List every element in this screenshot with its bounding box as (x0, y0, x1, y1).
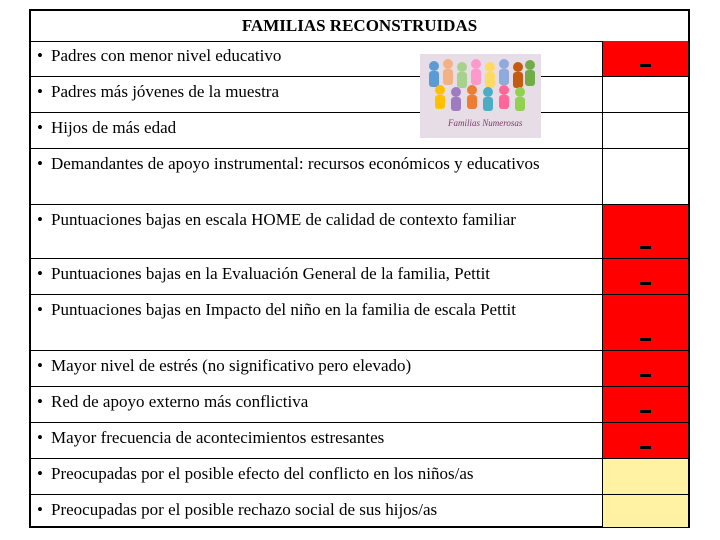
bullet-icon: • (37, 356, 43, 375)
table-row (31, 205, 688, 259)
bullet-icon: • (37, 210, 43, 229)
row-text-cell (31, 259, 603, 294)
status-cell-red (603, 41, 688, 76)
table-row (31, 149, 688, 205)
row-text-cell (31, 205, 603, 258)
row-text-cell (31, 351, 603, 386)
status-cell-white (603, 113, 688, 148)
status-cell-red (603, 205, 688, 258)
familias-numerosas-logo (420, 54, 541, 138)
row-text: Preocupadas por el posible rechazo social de sus hijos/as (51, 500, 438, 519)
dash-mark (640, 64, 651, 67)
row-text-cell (31, 459, 603, 494)
row-text-cell (31, 495, 603, 527)
table-row (31, 41, 688, 77)
table-title: FAMILIAS RECONSTRUIDAS (31, 11, 688, 42)
findings-table (29, 9, 690, 528)
row-text: Mayor nivel de estrés (no significativo pero elevado) (51, 356, 412, 375)
status-cell-red (603, 295, 688, 350)
table-row (31, 351, 688, 387)
table-row (31, 423, 688, 459)
dash-mark (640, 338, 651, 341)
row-text-cell (31, 423, 603, 458)
dash-mark (640, 410, 651, 413)
table-row (31, 77, 688, 113)
table-row (31, 259, 688, 295)
bullet-icon: • (37, 392, 43, 411)
logo-text: Familias Numerosas (448, 118, 523, 128)
bullet-icon: • (37, 82, 43, 101)
row-text: Red de apoyo externo más conflictiva (51, 392, 309, 411)
status-cell-yellow (603, 495, 688, 527)
bullet-icon: • (37, 264, 43, 283)
status-cell-white (603, 77, 688, 112)
status-cell-red (603, 387, 688, 422)
row-text: Puntuaciones bajas en escala HOME de calidad de contexto familiar (51, 210, 516, 229)
bullet-icon: • (37, 118, 43, 137)
row-text: Padres más jóvenes de la muestra (51, 82, 280, 101)
row-text-cell (31, 149, 603, 204)
status-cell-white (603, 149, 688, 204)
table-row (31, 459, 688, 495)
row-text: Puntuaciones bajas en Impacto del niño en la familia de escala Pettit (51, 300, 516, 319)
row-text-cell (31, 387, 603, 422)
paper-people-icon (420, 54, 541, 138)
status-cell-red (603, 423, 688, 458)
bullet-icon: • (37, 300, 43, 319)
row-text: Padres con menor nivel educativo (51, 46, 282, 65)
status-cell-yellow (603, 459, 688, 494)
row-text: Mayor frecuencia de acontecimientos estresantes (51, 428, 385, 447)
bullet-icon: • (37, 46, 43, 65)
bullet-icon: • (37, 428, 43, 447)
bullet-icon: • (37, 464, 43, 483)
dash-mark (640, 374, 651, 377)
table-row (31, 387, 688, 423)
row-text: Preocupadas por el posible efecto del conflicto en los niños/as (51, 464, 474, 483)
status-cell-red (603, 351, 688, 386)
table-row (31, 295, 688, 351)
bullet-icon: • (37, 500, 43, 519)
status-cell-red (603, 259, 688, 294)
table-row (31, 495, 688, 528)
row-text: Hijos de más edad (51, 118, 177, 137)
row-text: Puntuaciones bajas en la Evaluación General de la familia, Pettit (51, 264, 491, 283)
bullet-icon: • (37, 154, 43, 173)
table-row (31, 113, 688, 149)
dash-mark (640, 446, 651, 449)
dash-mark (640, 282, 651, 285)
row-text-cell (31, 295, 603, 350)
row-text: Demandantes de apoyo instrumental: recursos económicos y educativos (51, 154, 540, 173)
dash-mark (640, 246, 651, 249)
